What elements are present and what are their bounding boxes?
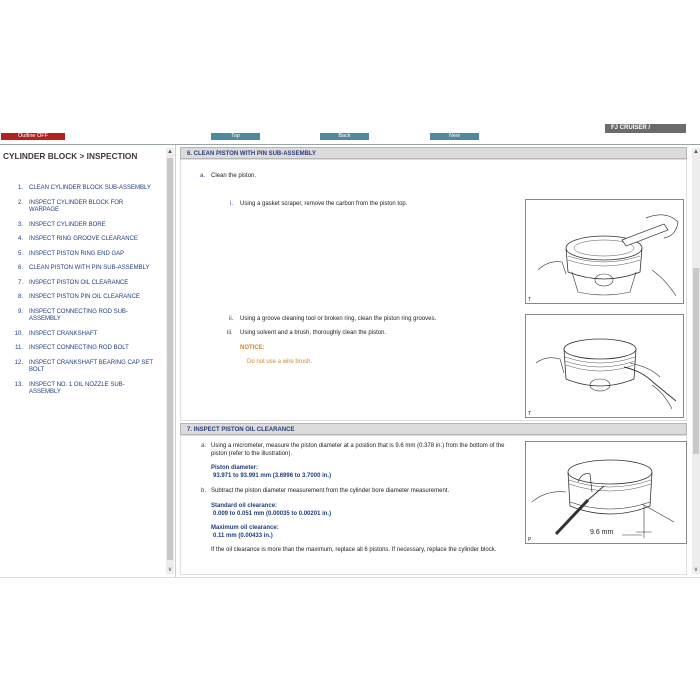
step-a-marker: a. [201,443,207,449]
step-a-marker: a. [200,173,206,179]
piston-scraper-illustration [526,200,685,305]
figure-piston-groove-cleaning [525,314,684,418]
sidebar [0,145,176,577]
figure-label: P [528,537,532,543]
sidebar-item-number: 8. [17,294,23,300]
figure-label: T [528,297,532,303]
sidebar-item-inspect-oil-nozzle[interactable] [8,382,164,397]
sidebar-item-number: 3. [17,221,23,228]
standard-clearance-value: 0.009 to 0.051 mm (0.00035 to 0.00201 in.) [213,511,332,517]
maximum-clearance-value: 0.11 mm (0.00433 in.) [213,533,273,539]
sidebar-item-inspect-piston-oil-clearance[interactable] [8,280,164,288]
sidebar-item-inspect-warpage[interactable] [8,200,164,215]
sidebar-item-label: INSPECT PISTON RING END GAP [29,250,125,257]
sidebar-item-label: CLEAN CYLINDER BLOCK SUB-ASSEMBLY [29,185,151,191]
sidebar-item-number: 2. [17,199,23,206]
step-a-text: Using a micrometer, measure the piston diameter at a position that is 9.6 mm (0.378 in.) from the bottom of the piston (refer to the illustration). [211,443,505,457]
piston-groove-cleaning-illustration [526,315,685,419]
sidebar-item-label: INSPECT CYLINDER BORE [29,221,106,228]
maximum-clearance-label: Maximum oil clearance: [211,525,279,531]
back-button[interactable]: Back [320,133,369,140]
section-6-header: 6. CLEAN PISTON WITH PIN SUB-ASSEMBLY [180,147,687,159]
sidebar-scrollbar[interactable] [166,148,174,574]
substep-iii-marker: iii. [227,330,233,336]
piston-diameter-value: 93.971 to 93.991 mm (3.6996 to 3.7000 in.) [213,473,332,479]
sidebar-item-label: INSPECT CONNECTING ROD BOLT [29,345,129,351]
sidebar-scroll-down-icon[interactable]: ∨ [167,567,173,573]
step-a-text: Clean the piston. [211,173,257,179]
sidebar-item-inspect-crankshaft[interactable] [8,331,164,339]
dimension-label: 9.6 mm [590,529,614,536]
sidebar-item-number: 9. [17,308,23,315]
sidebar-item-label: INSPECT NO. 1 OIL NOZZLE SUB-ASSEMBLY [29,381,125,395]
sidebar-item-inspect-piston-pin-oil-clearance[interactable] [8,294,164,302]
figure-micrometer-measurement [525,441,687,544]
sidebar-item-number: 4. [17,236,23,242]
sidebar-item-label: INSPECT CYLINDER BLOCK FOR WARPAGE [29,199,124,213]
main-scroll-thumb[interactable] [693,268,699,454]
figure-piston-scraper [525,199,684,304]
sidebar-item-inspect-bearing-cap-bolt[interactable] [8,360,164,375]
notice-label: NOTICE: [240,345,265,351]
sidebar-item-number: 6. [17,265,23,271]
sidebar-item-inspect-connecting-rod-bolt[interactable] [8,345,164,353]
sidebar-item-inspect-cylinder-bore[interactable] [8,222,164,230]
substep-i-marker: i. [230,201,233,207]
sidebar-item-label: INSPECT PISTON PIN OIL CLEARANCE [29,294,140,300]
main-content [177,145,690,577]
substep-ii-marker: ii. [229,316,234,322]
outline-off-button[interactable]: Outline OFF [1,133,65,140]
step-b-marker: b. [201,488,207,494]
figure-label: T [528,411,532,417]
sidebar-item-clean-cylinder-block[interactable] [8,185,164,193]
sidebar-item-label: INSPECT PISTON OIL CLEARANCE [29,279,129,286]
sidebar-item-number: 12. [14,359,23,366]
section-7-header: 7. INSPECT PISTON OIL CLEARANCE [180,423,687,435]
sidebar-scroll-up-icon[interactable]: ▲ [167,149,173,155]
substep-iii-text: Using solvent and a brush, thoroughly clean the piston. [240,330,387,336]
sidebar-list [8,185,164,404]
sidebar-item-inspect-connecting-rod[interactable] [8,309,164,324]
notice-text: Do not use a wire brush. [247,359,313,365]
sidebar-title: CYLINDER BLOCK > INSPECTION [3,151,138,161]
toolbar [0,124,700,144]
new-button[interactable]: New [430,133,479,140]
main-scrollbar[interactable] [692,148,700,574]
sidebar-item-number: 1. [17,185,23,191]
sidebar-item-number: 10. [14,330,23,337]
sidebar-item-label: INSPECT CRANKSHAFT BEARING CAP SET BOLT [29,359,153,373]
sidebar-item-number: 13. [14,381,23,388]
substep-i-text: Using a gasket scraper, remove the carbon from the piston top. [240,201,408,207]
bottom-divider [0,577,700,578]
substep-ii-text: Using a groove cleaning tool or broken ring, clean the piston ring grooves. [240,316,437,322]
piston-diameter-label: Piston diameter: [211,465,259,471]
sidebar-item-label: INSPECT CRANKSHAFT [29,330,98,337]
top-button[interactable]: Top [211,133,260,140]
model-label: FJ CRUISER / [605,124,686,133]
sidebar-item-inspect-ring-end-gap[interactable] [8,251,164,259]
sidebar-item-number: 11. [15,345,23,351]
main-scroll-up-icon[interactable]: ▲ [693,149,699,155]
sidebar-scroll-thumb[interactable] [167,158,173,560]
sidebar-item-label: INSPECT CONNECTING ROD SUB-ASSEMBLY [29,308,128,322]
sidebar-item-number: 7. [17,279,23,286]
sidebar-item-clean-piston[interactable] [8,265,164,273]
sidebar-item-label: INSPECT RING GROOVE CLEARANCE [29,236,138,242]
step-b-text: Subtract the piston diameter measurement from the cylinder bore diameter measurement. [211,488,450,494]
standard-clearance-label: Standard oil clearance: [211,503,278,509]
sidebar-item-inspect-ring-groove[interactable] [8,236,164,244]
sidebar-item-label: CLEAN PISTON WITH PIN SUB-ASSEMBLY [29,265,150,271]
sidebar-item-number: 5. [17,250,23,257]
main-scroll-down-icon[interactable]: ∨ [693,567,699,573]
final-instruction-text: If the oil clearance is more than the maximum, replace all 6 pistons. If necessary, replace the cylinder block. [211,547,497,553]
